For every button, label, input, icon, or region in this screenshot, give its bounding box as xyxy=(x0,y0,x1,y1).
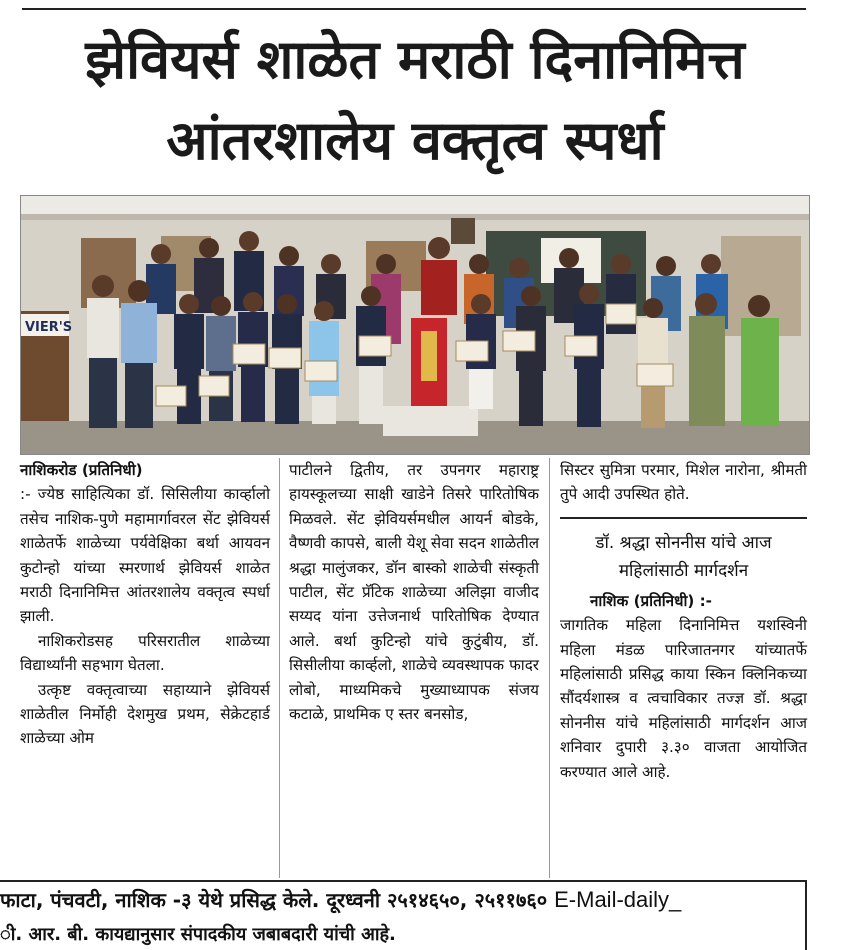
imprint-email: E-Mail-daily_ xyxy=(554,887,682,912)
group-photo-illustration xyxy=(21,196,809,454)
column-divider xyxy=(549,458,550,878)
group-photo xyxy=(20,195,810,455)
imprint-footer xyxy=(0,880,807,950)
sidebar-dateline: नाशिक (प्रतिनिधी) :- xyxy=(590,591,712,610)
headline xyxy=(20,20,810,182)
top-rule xyxy=(22,8,806,10)
article-paragraph-3: उत्कृष्ट वक्तृत्वाच्या सहाय्याने झेवियर्स शाळेतील निर्मोही देशमुख प्रथम, सेक्रेटहार्ड शाळेच्या ओम xyxy=(20,680,270,748)
headline-line-2: आंतरशालेय वक्तृत्व स्पर्धा xyxy=(166,109,664,172)
column-divider xyxy=(279,458,280,878)
article-paragraph-1: :- ज्येष्ठ साहित्यिका डॉ. सिसिलीया कार्व्हालो तसेच नाशिक-पुणे महामार्गावरल सेंट झेवियर्स शाळेतर्फे शाळेच्या पर्यवेक्षिका बर्था आयवन कुटोन्हो यांच्या स्मरणार्थ झेवियर्स शाळेत मराठी दिनानिमित्त आंतरशालेय वक्तृत्व स्पर्धा झाली. xyxy=(20,485,270,626)
sidebar-title: डॉ. श्रद्धा सोननीस यांचे आज महिलांसाठी मार्गदर्शन xyxy=(595,532,772,581)
article-column-1 xyxy=(20,458,270,751)
imprint-line-1-text: फाटा, पंचवटी, नाशिक -३ येथे प्रसिद्ध केले. दूरध्वनी २५१४६५०, २५११७६० xyxy=(0,888,555,912)
headline-line-1: झेवियर्स शाळेत मराठी दिनानिमित्त xyxy=(85,28,745,91)
imprint-line-1 xyxy=(0,886,681,913)
article-column-2 xyxy=(289,458,539,726)
sidebar-separator xyxy=(560,517,807,519)
imprint-line-2: ी. आर. बी. कायद्यानुसार संपादकीय जबाबदारी यांची आहे. xyxy=(0,924,396,945)
article-column-3 xyxy=(560,458,807,784)
sidebar-body: जागतिक महिला दिनानिमित्त यशस्विनी महिला मंडळ पारिजातनगर यांच्यातर्फे महिलांसाठी प्रसिद्ध काया स्किन क्लिनिकच्या सौंदर्यशास्त्र व त्वचाविकार तज्ज्ञ डॉ. श्रद्धा सोननीस यांचे महिलांसाठी मार्गदर्शन आज शनिवार दुपारी ३.३० वाजता आयोजित करण्यात आले आहे. xyxy=(560,616,807,781)
article-paragraph-4: पाटीलने द्वितीय, तर उपनगर महाराष्ट्र हायस्कूलच्या साक्षी खाडेने तिसरे पारितोषिक मिळवले. सेंट झेवियर्समधील आयर्न बोडके, वैष्णवी कापसे, बाली येशू सेवा सदन शाळेतील श्रद्धा मालुंजकर, डॉन बास्को शाळेची संस्कृती पाटील, सेंट प्रॅटिक शाळेच्या अलिझा वाजीद सय्यद यांना उत्तेजनार्थ पारितोषिक देण्यात आले. बर्था कुटिन्हो यांचे कुटुंबीय, डॉ. सिसीलीया कार्व्हलो, शाळेचे व्यवस्थापक फादर लोबो, माध्यमिकचे मुख्याध्यापक संजय कटाळे, प्राथमिक ए स्तर बनसोड, xyxy=(289,461,539,724)
article-dateline: नाशिकरोड (प्रतिनिधी) xyxy=(20,461,143,479)
article-paragraph-5: सिस्टर सुमित्रा परमार, मिशेल नारोना, श्रीमती तुपे आदी उपस्थित होते. xyxy=(560,461,807,504)
article-paragraph-2: नाशिकरोडसह परिसरातील शाळेच्या विद्यार्थ्यांनी सहभाग घेतला. xyxy=(20,631,270,675)
podium-sign-text: VIER'S xyxy=(25,320,73,335)
